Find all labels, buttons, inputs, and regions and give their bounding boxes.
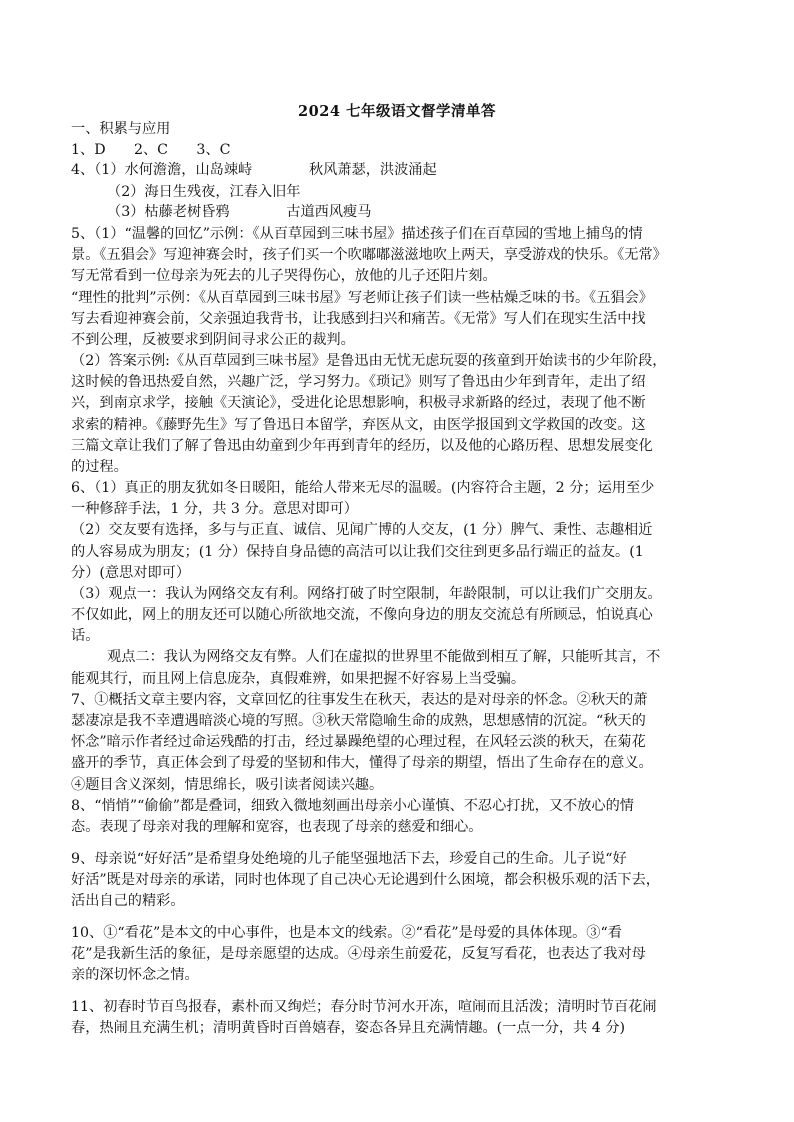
text-line: 好活”既是对母亲的承诺，同时也体现了自己决心无论遇到什么困境，都会积极乐观的活下去， [71,871,660,888]
text-line: 11、初春时节百鸟报春，素朴而又绚烂；春分时节河水开冻，喧闹而且活泼；清明时节百花闹 [71,998,657,1015]
text-line: 不到公理，反被要求到阴间寻求公正的裁判。 [71,331,355,348]
text-line: 写去看迎神赛会前，父亲强迫我背书，让我感到扫兴和痛苦。《无常》写人们在现实生活中找 [71,310,646,327]
text-line: 能观其行，而且网上信息庞杂，真假难辨，如果把握不好容易上当受骗。 [71,670,526,687]
text-line: （3）观点一：我认为网络交友有利。网络打破了时空限制，年龄限制，可以让我们广交朋友。 [71,585,662,602]
text-line: 分）(意思对即可） [71,564,191,581]
text-line: 花”是我新生活的象征，是母亲愿望的达成。④母亲生前爱花，反复写看花，也表达了我对母 [71,945,646,962]
text-line: 5、（1）“温馨的回忆”示例：《从百草园到三味书屋》描述孩子们在百草园的雪地上捕鸟的情 [71,225,643,242]
text-line: 不仅如此，网上的朋友还可以随心所欲地交流，不像向身边的朋友交流总有所顾忌，怕说真心 [71,607,653,624]
text-line: 景。《五猖会》写迎神赛会时，孩子们买一个吹嘟嘟滋滋地吹上两天，享受游戏的快乐。《无常》 [71,247,667,264]
text-line: 亲的深切怀念之情。 [71,967,199,984]
text-line: 盛开的季节，真正体会到了母爱的坚韧和伟大，懂得了母亲的期望，悟出了生命存在的意义。 [71,755,653,772]
text-line: 态。表现了母亲对我的理解和宽容，也表现了母亲的慈爱和细心。 [71,818,483,835]
text-line: 8、“悄悄”“偷偷”都是叠词，细致入微地刻画出母亲小心谨慎、不忍心打扰，又不放心的情 [71,797,634,814]
text-line: ④题目含义深刻，情思绵长，吸引读者阅读兴趣。 [71,776,384,793]
text-line: 三篇文章让我们了解了鲁迅由幼童到少年再到青年的经历，以及他的心路历程、思想发展变化 [71,437,653,454]
text-line: 话。 [71,628,100,645]
text-line: 9、母亲说“好好活”是希望身处绝境的儿子能坚强地活下去，珍爱自己的生命。儿子说“好 [71,850,627,867]
text-line: 春，热闹且充满生机；清明黄昏时百兽嬉春，姿态各异且充满情趣。(一点一分，共 4 分) [71,1020,626,1036]
text-line: （2）海日生残夜，江春入旧年 [107,183,301,200]
text-line: 瑟凄凉是我不幸遭遇暗淡心境的写照。③秋天常隐喻生命的成熟，思想感情的沉淀。“秋天的 [71,712,646,729]
text-line: 求索的精神。《藤野先生》写了鲁迅日本留学，弃医从文，由医学报国到文学救国的改变。这 [71,416,646,433]
page-title: 2024 七年级语文督学清单答 [298,103,496,120]
text-line: “理性的批判”示例：《从百草园到三味书屋》写老师让孩子们读一些枯燥乏味的书。《五猖会》 [71,289,653,306]
text-line: 的过程。 [71,458,128,475]
text-line: 6、（1）真正的朋友犹如冬日暖阳，能给人带来无尽的温暖。(内容符合主题，2 分；运用至少 [71,480,655,497]
text-line: 的人容易成为朋友；(1 分）保持自身品德的高洁可以让我们交往到更多品行端正的益友。(1 [71,543,644,560]
text-line: 7、①概括文章主要内容，文章回忆的往事发生在秋天，表达的是对母亲的怀念。②秋天的萧 [71,691,648,708]
text-line: 4、（1）水何澹澹，山岛竦峙 秋风萧瑟，洪波涌起 [71,162,437,179]
text-line: 观点二：我认为网络交友有弊。人们在虚拟的世界里不能做到相互了解，只能听其言，不 [107,649,661,666]
text-line: （2）交友要有选择，多与与正直、诚信、见闻广博的人交友，(1 分）脾气、秉性、志趣相近 [71,522,653,539]
text-line: 兴，到南京求学，接触《天演论》，受进化论思想影响，积极寻求新路的经过，表现了他不断 [71,395,646,412]
text-line: 1、D 2、C 3、C [71,142,231,159]
text-line: 写无常看到一位母亲为死去的儿子哭得伤心，放他的儿子还阳片刻。 [71,268,497,285]
text-line: （2）答案示例:《从百草园到三味书屋》是鲁迅由无忧无虑玩耍的孩童到开始读书的少年阶段， [71,353,667,370]
text-line: 10、①“看花”是本文的中心事件，也是本文的线索。②“看花”是母爱的具体体现。③“看 [71,924,622,941]
text-line: 这时候的鲁迅热爱自然，兴趣广泛，学习努力。《琐记》则写了鲁迅由少年到青年，走出了绍 [71,374,646,391]
text-line: （3）枯藤老树昏鸦 古道西风瘦马 [107,203,372,220]
text-line: 一、积累与应用 [71,121,171,137]
text-line: 活出自己的精彩。 [71,892,185,909]
text-line: 一种修辞手法，1 分，共 3 分。意思对即可） [71,501,358,518]
text-line: 怀念”暗示作者经过命运残酷的打击，经过暴躁绝望的心理过程，在风轻云淡的秋天，在菊花 [71,734,646,751]
